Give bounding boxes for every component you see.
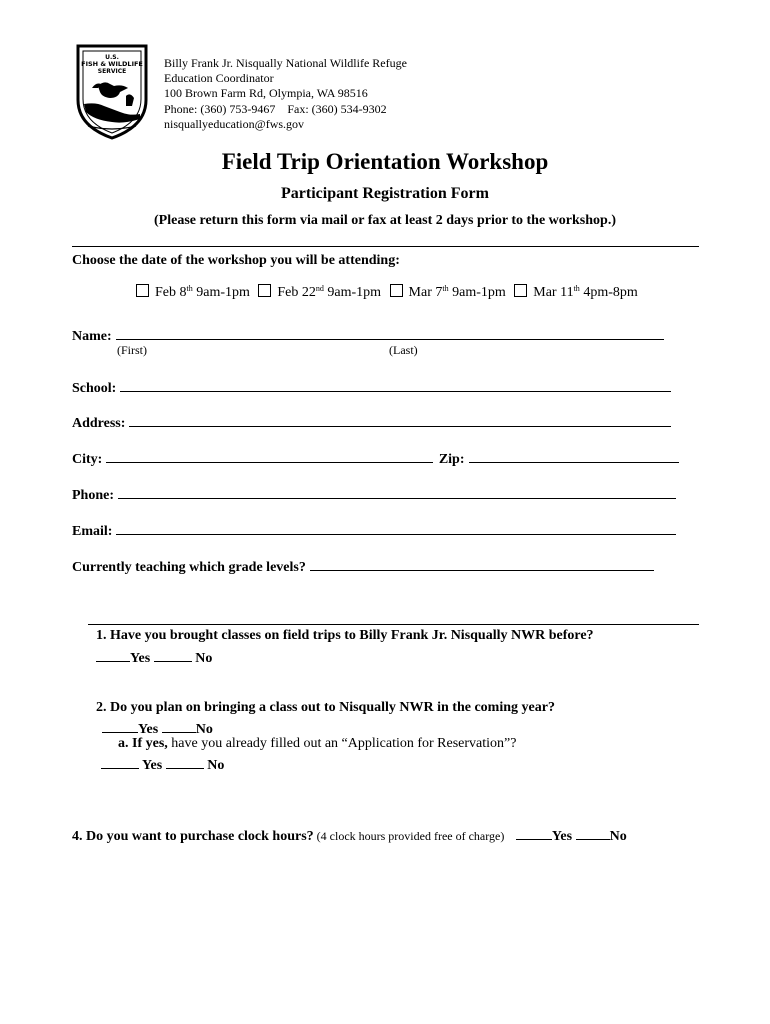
q4-no-blank[interactable] [576, 825, 610, 840]
first-hint: (First) [117, 343, 147, 357]
q2-yes-blank[interactable] [102, 718, 138, 733]
last-hint: (Last) [389, 343, 418, 357]
divider [72, 246, 699, 247]
question-4 [72, 825, 627, 845]
question-1-answers [96, 647, 212, 667]
checkbox[interactable] [258, 284, 271, 297]
date-option-feb-8[interactable] [136, 285, 250, 300]
phone-field[interactable] [118, 484, 676, 499]
date-time: 9am-1pm [192, 285, 250, 300]
date-option-mar-11[interactable] [514, 285, 638, 300]
date-time: 9am-1pm [323, 285, 382, 300]
zip-field[interactable] [469, 448, 679, 463]
date-sup: th [442, 284, 449, 293]
logo-text-2: FISH & WILDLIFE [81, 60, 143, 68]
address-row [72, 412, 671, 432]
address-line: Phone: (360) 753-9467 Fax: (360) 534-9302 [164, 101, 387, 116]
q2a-yes-label: Yes [141, 758, 163, 773]
checkbox[interactable] [514, 284, 527, 297]
date-time: 4pm-8pm [579, 285, 638, 300]
phone-label: Phone: [72, 488, 114, 503]
email-row [72, 520, 676, 540]
address-field[interactable] [129, 412, 671, 427]
grades-field[interactable] [310, 556, 654, 571]
logo-text-1: U.S. [105, 54, 119, 61]
q4-yes-label: Yes [551, 829, 573, 844]
date-label: Mar 7 [408, 285, 443, 300]
date-sup: th [186, 284, 193, 293]
divider [88, 624, 699, 625]
logo-text-3: SERVICE [97, 68, 127, 75]
email-field[interactable] [116, 520, 676, 535]
grades-row [72, 556, 654, 576]
page-title: Field Trip Orientation Workshop [221, 149, 549, 174]
page-subtitle: Participant Registration Form [281, 185, 489, 202]
q2-no-blank[interactable] [162, 718, 196, 733]
date-options [136, 284, 643, 301]
q4-text: 4. Do you want to purchase clock hours? [72, 829, 314, 844]
checkbox[interactable] [136, 284, 149, 297]
address-label: Address: [72, 416, 126, 431]
date-sup: th [573, 284, 580, 293]
date-label: Mar 11 [533, 285, 574, 300]
q1-yes-label: Yes [130, 651, 151, 666]
q1-no-blank[interactable] [154, 647, 192, 662]
date-sup: nd [315, 284, 324, 293]
question-2: 2. Do you plan on bringing a class out to Nisqually NWR in the coming year? [96, 700, 555, 715]
city-zip-row [72, 448, 679, 468]
name-field[interactable] [116, 325, 664, 340]
q2a-text: have you already filled out an “Application for Reservation”? [167, 736, 517, 751]
phone-row [72, 484, 676, 504]
name-row [72, 325, 664, 345]
q2a-no-blank[interactable] [166, 754, 204, 769]
q2-no-label: No [195, 722, 213, 737]
date-prompt: Choose the date of the workshop you will be attending: [72, 253, 400, 268]
question-2-answers [102, 718, 213, 738]
question-2a-answers [101, 754, 224, 774]
date-label: Feb 22 [277, 285, 316, 300]
checkbox[interactable] [390, 284, 403, 297]
address-line: Education Coordinator [164, 71, 274, 86]
q2a-no-label: No [207, 758, 225, 773]
school-field[interactable] [120, 377, 671, 392]
question-1: 1. Have you brought classes on field trips to Billy Frank Jr. Nisqually NWR before? [96, 628, 594, 643]
return-note: (Please return this form via mail or fax at least 2 days prior to the workshop.) [154, 213, 616, 228]
date-time: 9am-1pm [448, 285, 506, 300]
date-option-mar-7[interactable] [390, 285, 506, 300]
city-label: City: [72, 452, 103, 467]
school-row [72, 377, 671, 397]
q4-note: (4 clock hours provided free of charge) [313, 829, 505, 843]
q4-no-label: No [609, 829, 627, 844]
q2-yes-label: Yes [138, 722, 159, 737]
city-field[interactable] [106, 448, 433, 463]
address-line: 100 Brown Farm Rd, Olympia, WA 98516 [164, 86, 368, 101]
q1-no-label: No [195, 651, 213, 666]
address-line: Billy Frank Jr. Nisqually National Wildlife Refuge [164, 56, 407, 70]
q4-yes-blank[interactable] [516, 825, 552, 840]
school-label: School: [72, 381, 117, 396]
question-2a [118, 736, 516, 752]
fws-logo [74, 42, 150, 140]
q2a-yes-blank[interactable] [101, 754, 139, 769]
address-email: nisquallyeducation@fws.gov [164, 116, 305, 131]
grades-label: Currently teaching which grade levels? [72, 560, 306, 575]
date-label: Feb 8 [155, 285, 187, 300]
address-block [164, 56, 407, 132]
date-option-feb-22[interactable] [258, 285, 381, 300]
q1-yes-blank[interactable] [96, 647, 130, 662]
name-label: Name: [72, 329, 112, 344]
zip-label: Zip: [438, 452, 465, 467]
q2a-lead: a. If yes, [118, 736, 168, 751]
email-label: Email: [72, 524, 113, 539]
